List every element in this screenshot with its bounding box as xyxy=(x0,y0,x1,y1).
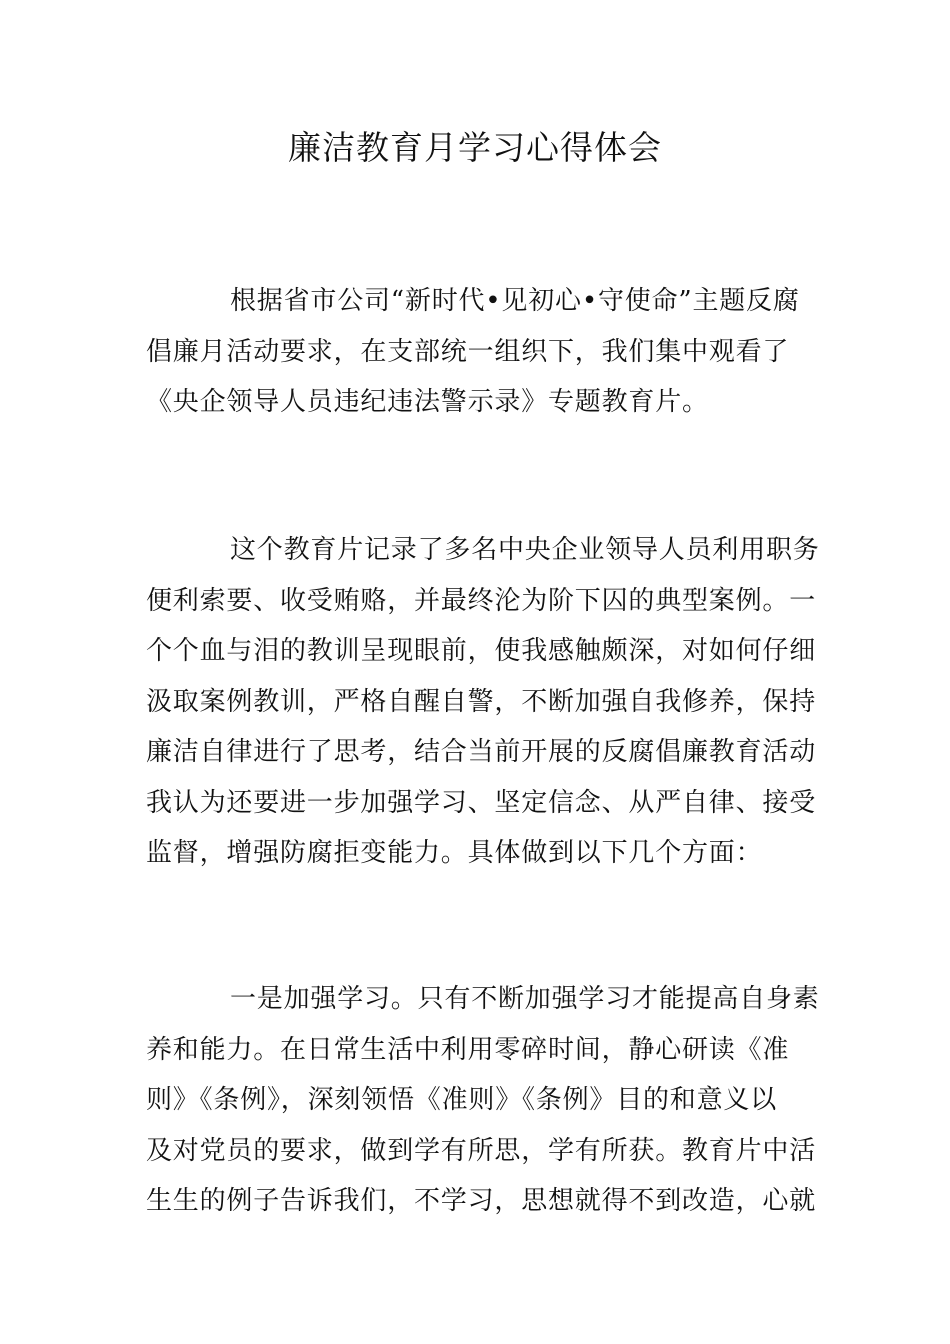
paragraph-line: 生生的例子告诉我们，不学习，思想就得不到改造，心就 xyxy=(146,1186,817,1216)
paragraph-line: 养和能力。在日常生活中利用零碎时间，静心研读《准 xyxy=(146,1034,790,1065)
paragraph-line: 汲取案例教训，严格自醒自警，不断加强自我修养，保持 xyxy=(146,686,817,717)
paragraph-line: 倡廉月活动要求，在支部统一组织下，我们集中观看了 xyxy=(146,336,790,367)
paragraph-line: 根据省市公司“新时代•见初心•守使命”主题反腐 xyxy=(230,286,800,316)
paragraph-line: 这个教育片记录了多名中央企业领导人员利用职务 xyxy=(230,535,820,565)
paragraph-2 xyxy=(146,525,820,879)
paragraph-line: 一是加强学习。只有不断加强学习才能提高自身素 xyxy=(230,984,820,1014)
paragraph-1 xyxy=(146,276,806,428)
document-title: 廉洁教育月学习心得体会 xyxy=(288,128,662,167)
paragraph-line: 便利索要、收受贿赂，并最终沦为阶下囚的典型案例。一 xyxy=(146,585,817,616)
paragraph-line: 及对党员的要求，做到学有所思，学有所获。教育片中活 xyxy=(146,1135,817,1166)
paragraph-line: 廉洁自律进行了思考，结合当前开展的反腐倡廉教育活动 xyxy=(146,737,817,767)
paragraph-line: 则》《条例》，深刻领悟《准则》《条例》目的和意义以 xyxy=(146,1085,778,1115)
paragraph-line: 我认为还要进一步加强学习、坚定信念、从严自律、接受 xyxy=(146,787,817,818)
paragraph-line: 个个血与泪的教训呈现眼前，使我感触颇深，对如何仔细 xyxy=(146,636,817,666)
paragraph-3 xyxy=(146,974,820,1227)
paragraph-line: 监督，增强防腐拒变能力。具体做到以下几个方面： xyxy=(146,838,763,868)
paragraph-line: 《央企领导人员违纪违法警示录》专题教育片。 xyxy=(146,387,709,417)
